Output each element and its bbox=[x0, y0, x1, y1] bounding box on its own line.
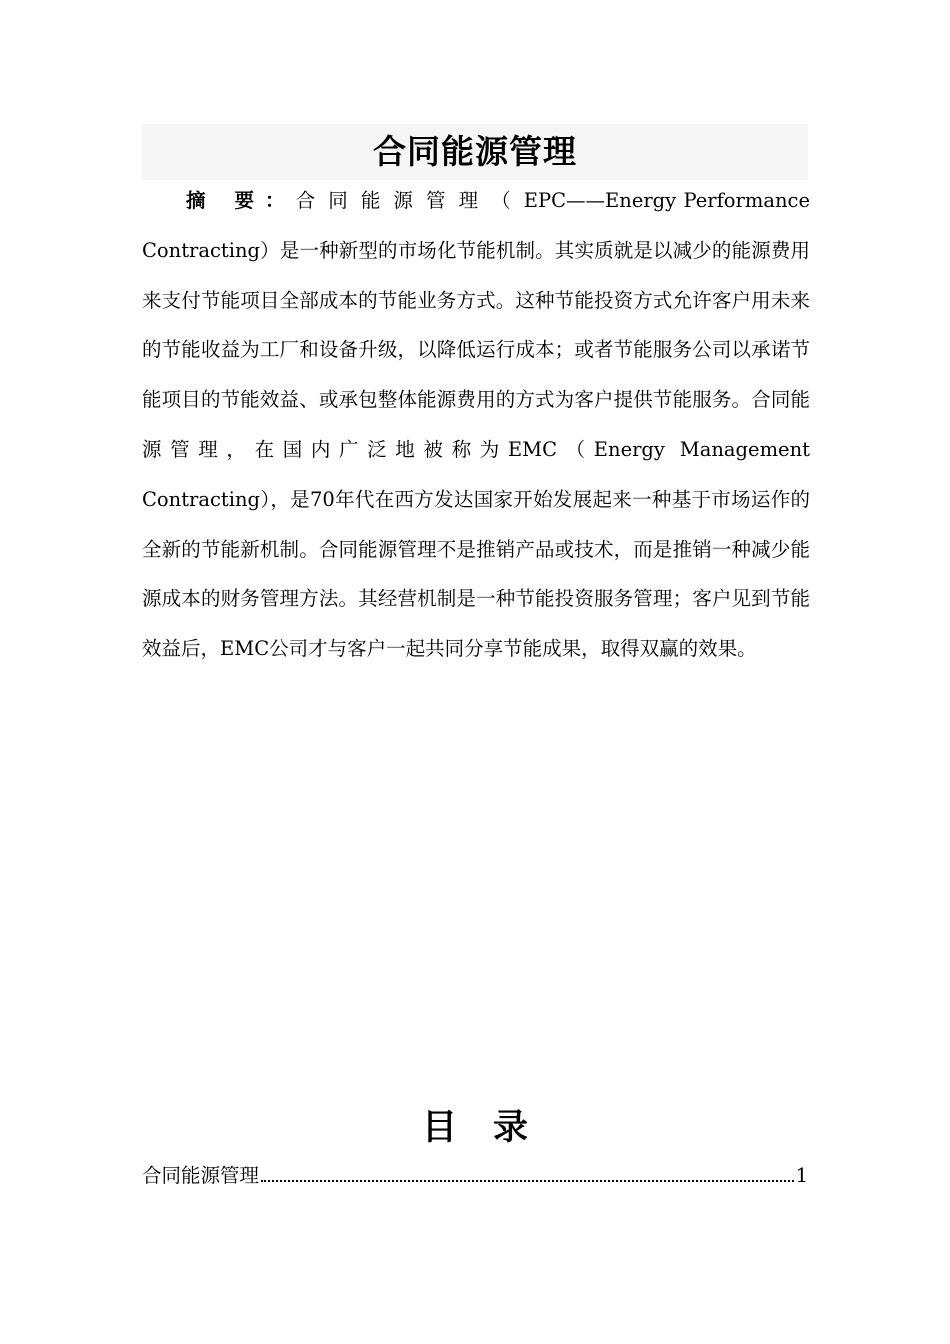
abstract-label: 摘 要： bbox=[186, 189, 296, 212]
toc-heading-second: 录 bbox=[493, 1108, 529, 1148]
abstract-paragraph bbox=[142, 176, 810, 674]
abstract-body: EPC——Energy Performance Contracting）是一种新型的市场化节能机制。其实质就是以减少的能源费用来支付节能项目全部成本的节能业务方式。这种节能投资方式允许客户用未来的节能收益为工厂和设备升级，以降低运行成本；或者节能服务公司以承诺节能项目的节能效益、或承包整体能源费用的方式为客户提供节能服务。合同能源管理，在国内广泛地被称为EMC（Energy Management Contracting），是70年代在西方发达国家开始发展起来一种基于市场运作的全新的节能新机制。合同能源管理不是推销产品或技术，而是推销一种减少能源成本的财务管理方法。其经营机制是一种节能投资服务管理；客户见到节能效益后，EMC公司才与客户一起共同分享节能成果，取得双赢的效果。 bbox=[142, 189, 810, 661]
abstract-lead: 合同能源管理（ bbox=[295, 189, 524, 212]
toc-entry-page: 1 bbox=[795, 1164, 808, 1187]
toc-heading bbox=[0, 1100, 950, 1156]
toc-entry-label: 合同能源管理 bbox=[142, 1164, 260, 1187]
toc-heading-first: 目 bbox=[421, 1108, 457, 1148]
toc-leader-dots bbox=[261, 1179, 794, 1182]
toc-entry[interactable] bbox=[142, 1158, 808, 1194]
document-title: 合同能源管理 bbox=[142, 124, 808, 180]
